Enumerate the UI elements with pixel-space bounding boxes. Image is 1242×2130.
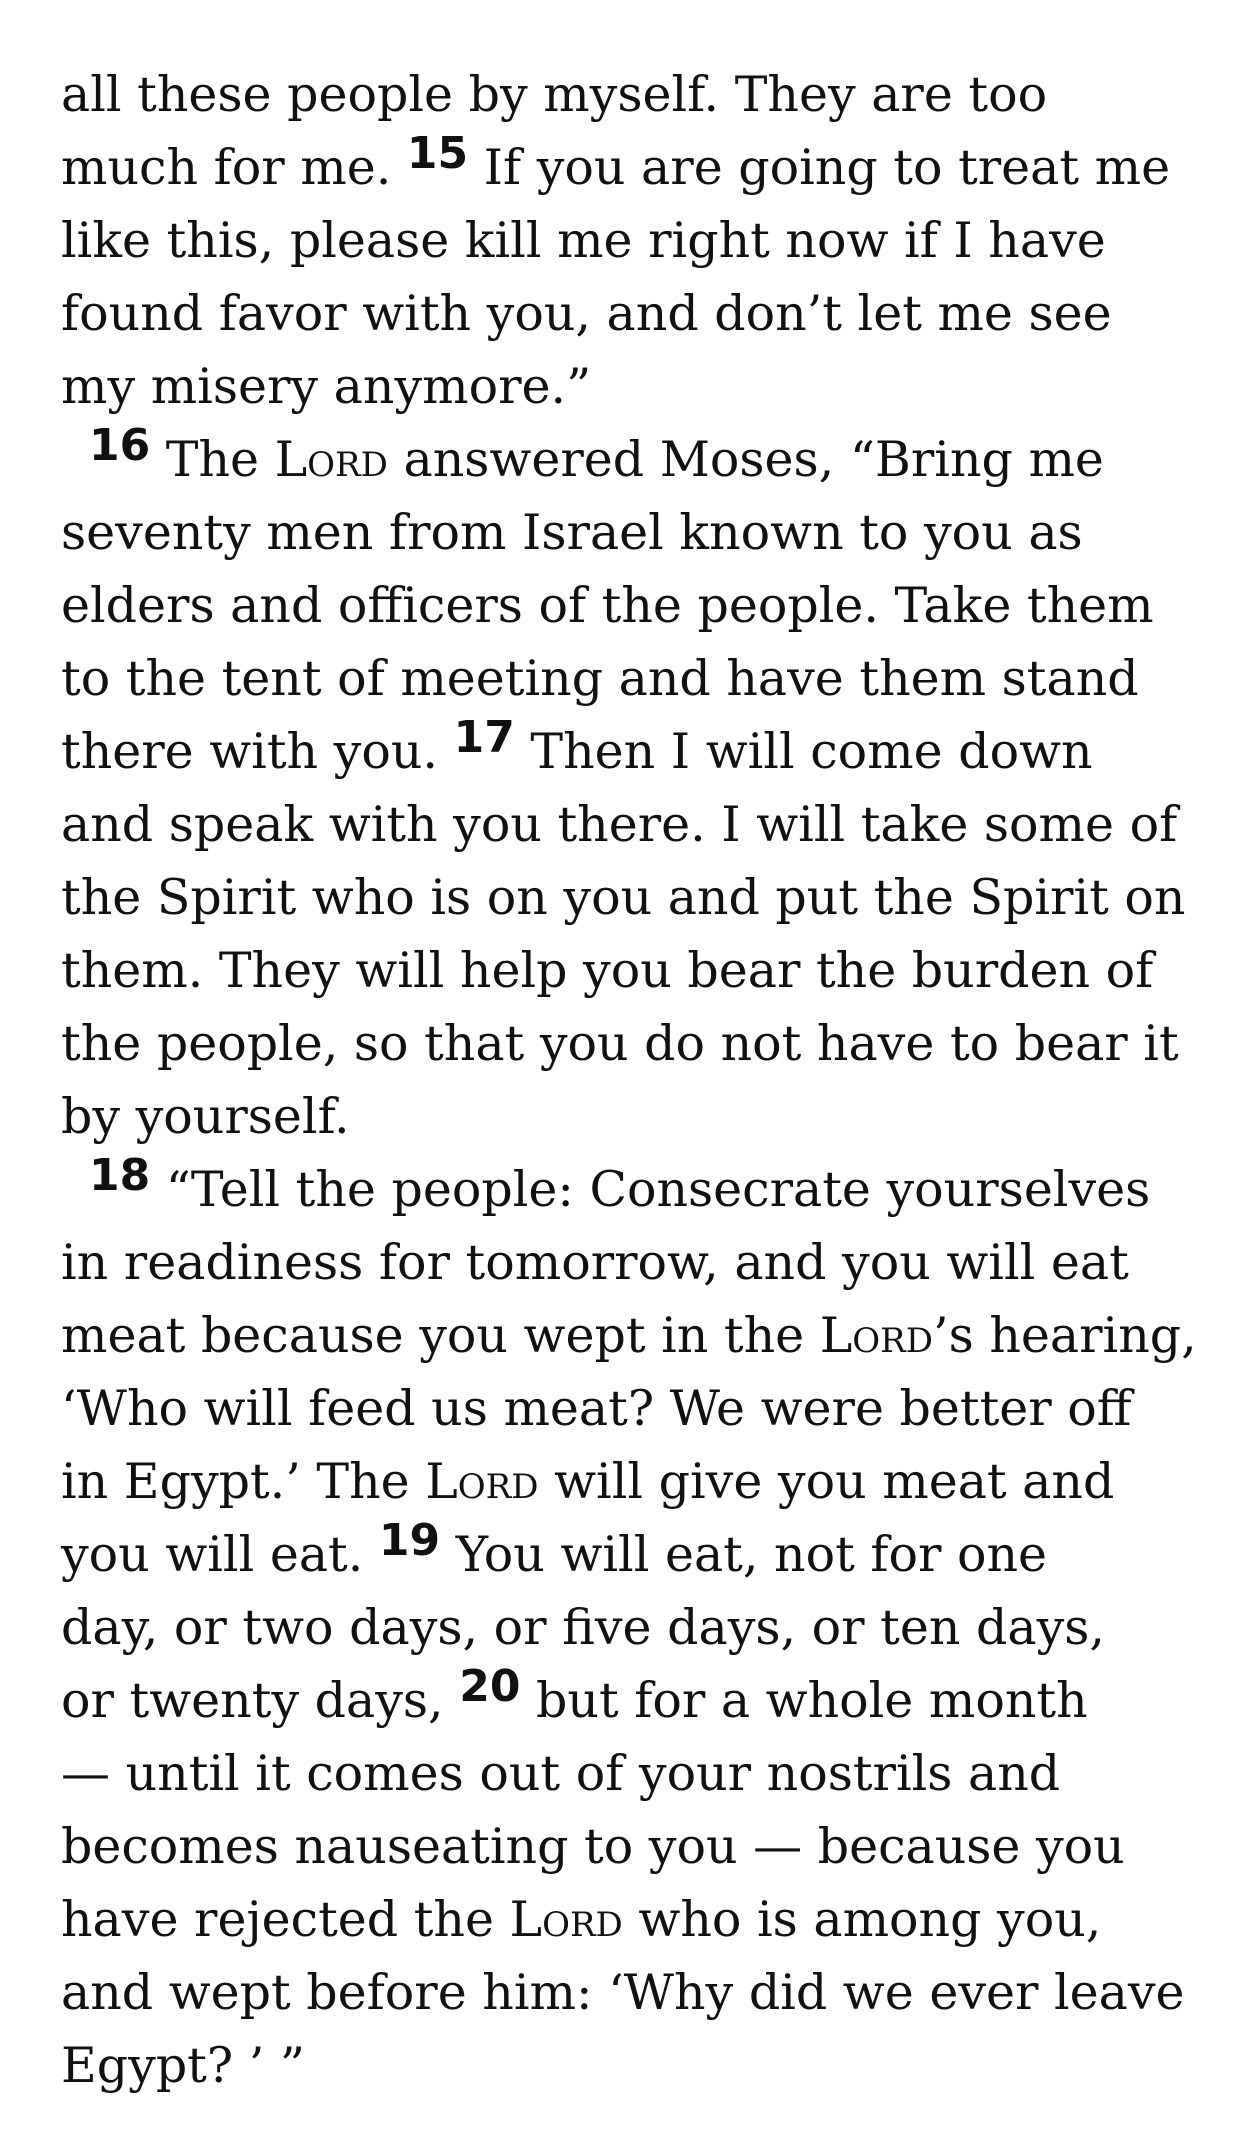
verse-number: 18: [89, 1150, 151, 1201]
verse-text: by yourself.: [61, 1088, 350, 1145]
verse-text: or twenty days,: [61, 1672, 460, 1729]
verse-text: answered Moses, “Bring me: [387, 431, 1104, 488]
verse-text: found favor with you, and don’t let me see: [61, 285, 1112, 342]
text-line: [61, 2029, 1201, 2102]
text-line: [61, 1515, 1201, 1591]
verse-text: like this, please kill me right now if I have: [61, 212, 1106, 269]
text-line: [61, 1372, 1201, 1445]
text-line: [61, 496, 1201, 569]
verse-text: — until it comes out of your nostrils and: [61, 1745, 1061, 1802]
paragraph-start-line: [61, 1150, 1201, 1226]
text-line: [61, 788, 1201, 861]
verse-text: my misery anymore.”: [61, 358, 592, 415]
divine-name-small-caps: Lord: [509, 1891, 623, 1948]
text-line: [61, 642, 1201, 715]
verse-number: 16: [89, 420, 151, 471]
verse-text: ’s hearing,: [933, 1307, 1197, 1364]
verse-text: You will eat, not for one: [440, 1526, 1048, 1583]
text-line: [61, 58, 1201, 131]
divine-name-small-caps: Lord: [819, 1307, 934, 1364]
verse-text: much for me.: [61, 139, 407, 196]
text-line: [61, 1737, 1201, 1810]
divine-name-small-caps: Lord: [274, 431, 388, 488]
divine-name-small-caps: Lord: [425, 1453, 539, 1510]
text-line: [61, 1591, 1201, 1664]
text-line: [61, 128, 1201, 204]
verse-text: and wept before him: ‘Why did we ever leave: [61, 1964, 1185, 2021]
text-line: [61, 569, 1201, 642]
scripture-passage: [61, 58, 1201, 2102]
text-line: [61, 1810, 1201, 1883]
verse-text: in readiness for tomorrow, and you will eat: [61, 1234, 1129, 1291]
text-line: [61, 1956, 1201, 2029]
verse-text: elders and officers of the people. Take them: [61, 577, 1154, 634]
verse-text: who is among you,: [622, 1891, 1102, 1948]
verse-text: them. They will help you bear the burden of: [61, 942, 1154, 999]
verse-text: have rejected the: [61, 1891, 510, 1948]
text-line: [61, 1883, 1201, 1956]
verse-text: “Tell the people: Consecrate yourselves: [150, 1161, 1151, 1218]
text-line: [61, 350, 1201, 423]
verse-text: Egypt? ’ ”: [61, 2037, 305, 2094]
text-line: [61, 861, 1201, 934]
text-line: [61, 934, 1201, 1007]
verse-text: you will eat.: [61, 1526, 379, 1583]
text-line: [61, 1080, 1201, 1153]
text-line: [61, 712, 1201, 788]
verse-text: the people, so that you do not have to bear it: [61, 1015, 1179, 1072]
verse-number: 20: [459, 1661, 521, 1712]
text-line: [61, 1299, 1201, 1372]
verse-text: meat because you wept in the: [61, 1307, 820, 1364]
verse-number: 15: [406, 128, 469, 179]
text-line: [61, 277, 1201, 350]
text-line: [61, 1445, 1201, 1518]
text-line: [61, 1661, 1201, 1737]
verse-text: will give you meat and: [538, 1453, 1115, 1510]
verse-text: there with you.: [61, 723, 454, 780]
verse-text: day, or two days, or five days, or ten days,: [61, 1599, 1105, 1656]
verse-text: seventy men from Israel known to you as: [61, 504, 1083, 561]
verse-text: but for a whole month: [520, 1672, 1088, 1729]
text-line: [61, 204, 1201, 277]
verse-text: and speak with you there. I will take some of: [61, 796, 1178, 853]
verse-text: becomes nauseating to you — because you: [61, 1818, 1125, 1875]
paragraph-start-line: [61, 420, 1201, 496]
verse-text: the Spirit who is on you and put the Spirit on: [61, 869, 1186, 926]
verse-text: The: [150, 431, 275, 488]
verse-number: 19: [378, 1515, 441, 1566]
verse-text: all these people by myself. They are too: [61, 66, 1048, 123]
text-line: [61, 1226, 1201, 1299]
verse-text: in Egypt.’ The: [61, 1453, 426, 1510]
text-line: [61, 1007, 1201, 1080]
verse-text: Then I will come down: [514, 723, 1093, 780]
verse-text: ‘Who will feed us meat? We were better off: [61, 1380, 1132, 1437]
verse-text: to the tent of meeting and have them stand: [61, 650, 1139, 707]
verse-number: 17: [453, 712, 515, 763]
verse-text: If you are going to treat me: [468, 139, 1171, 196]
